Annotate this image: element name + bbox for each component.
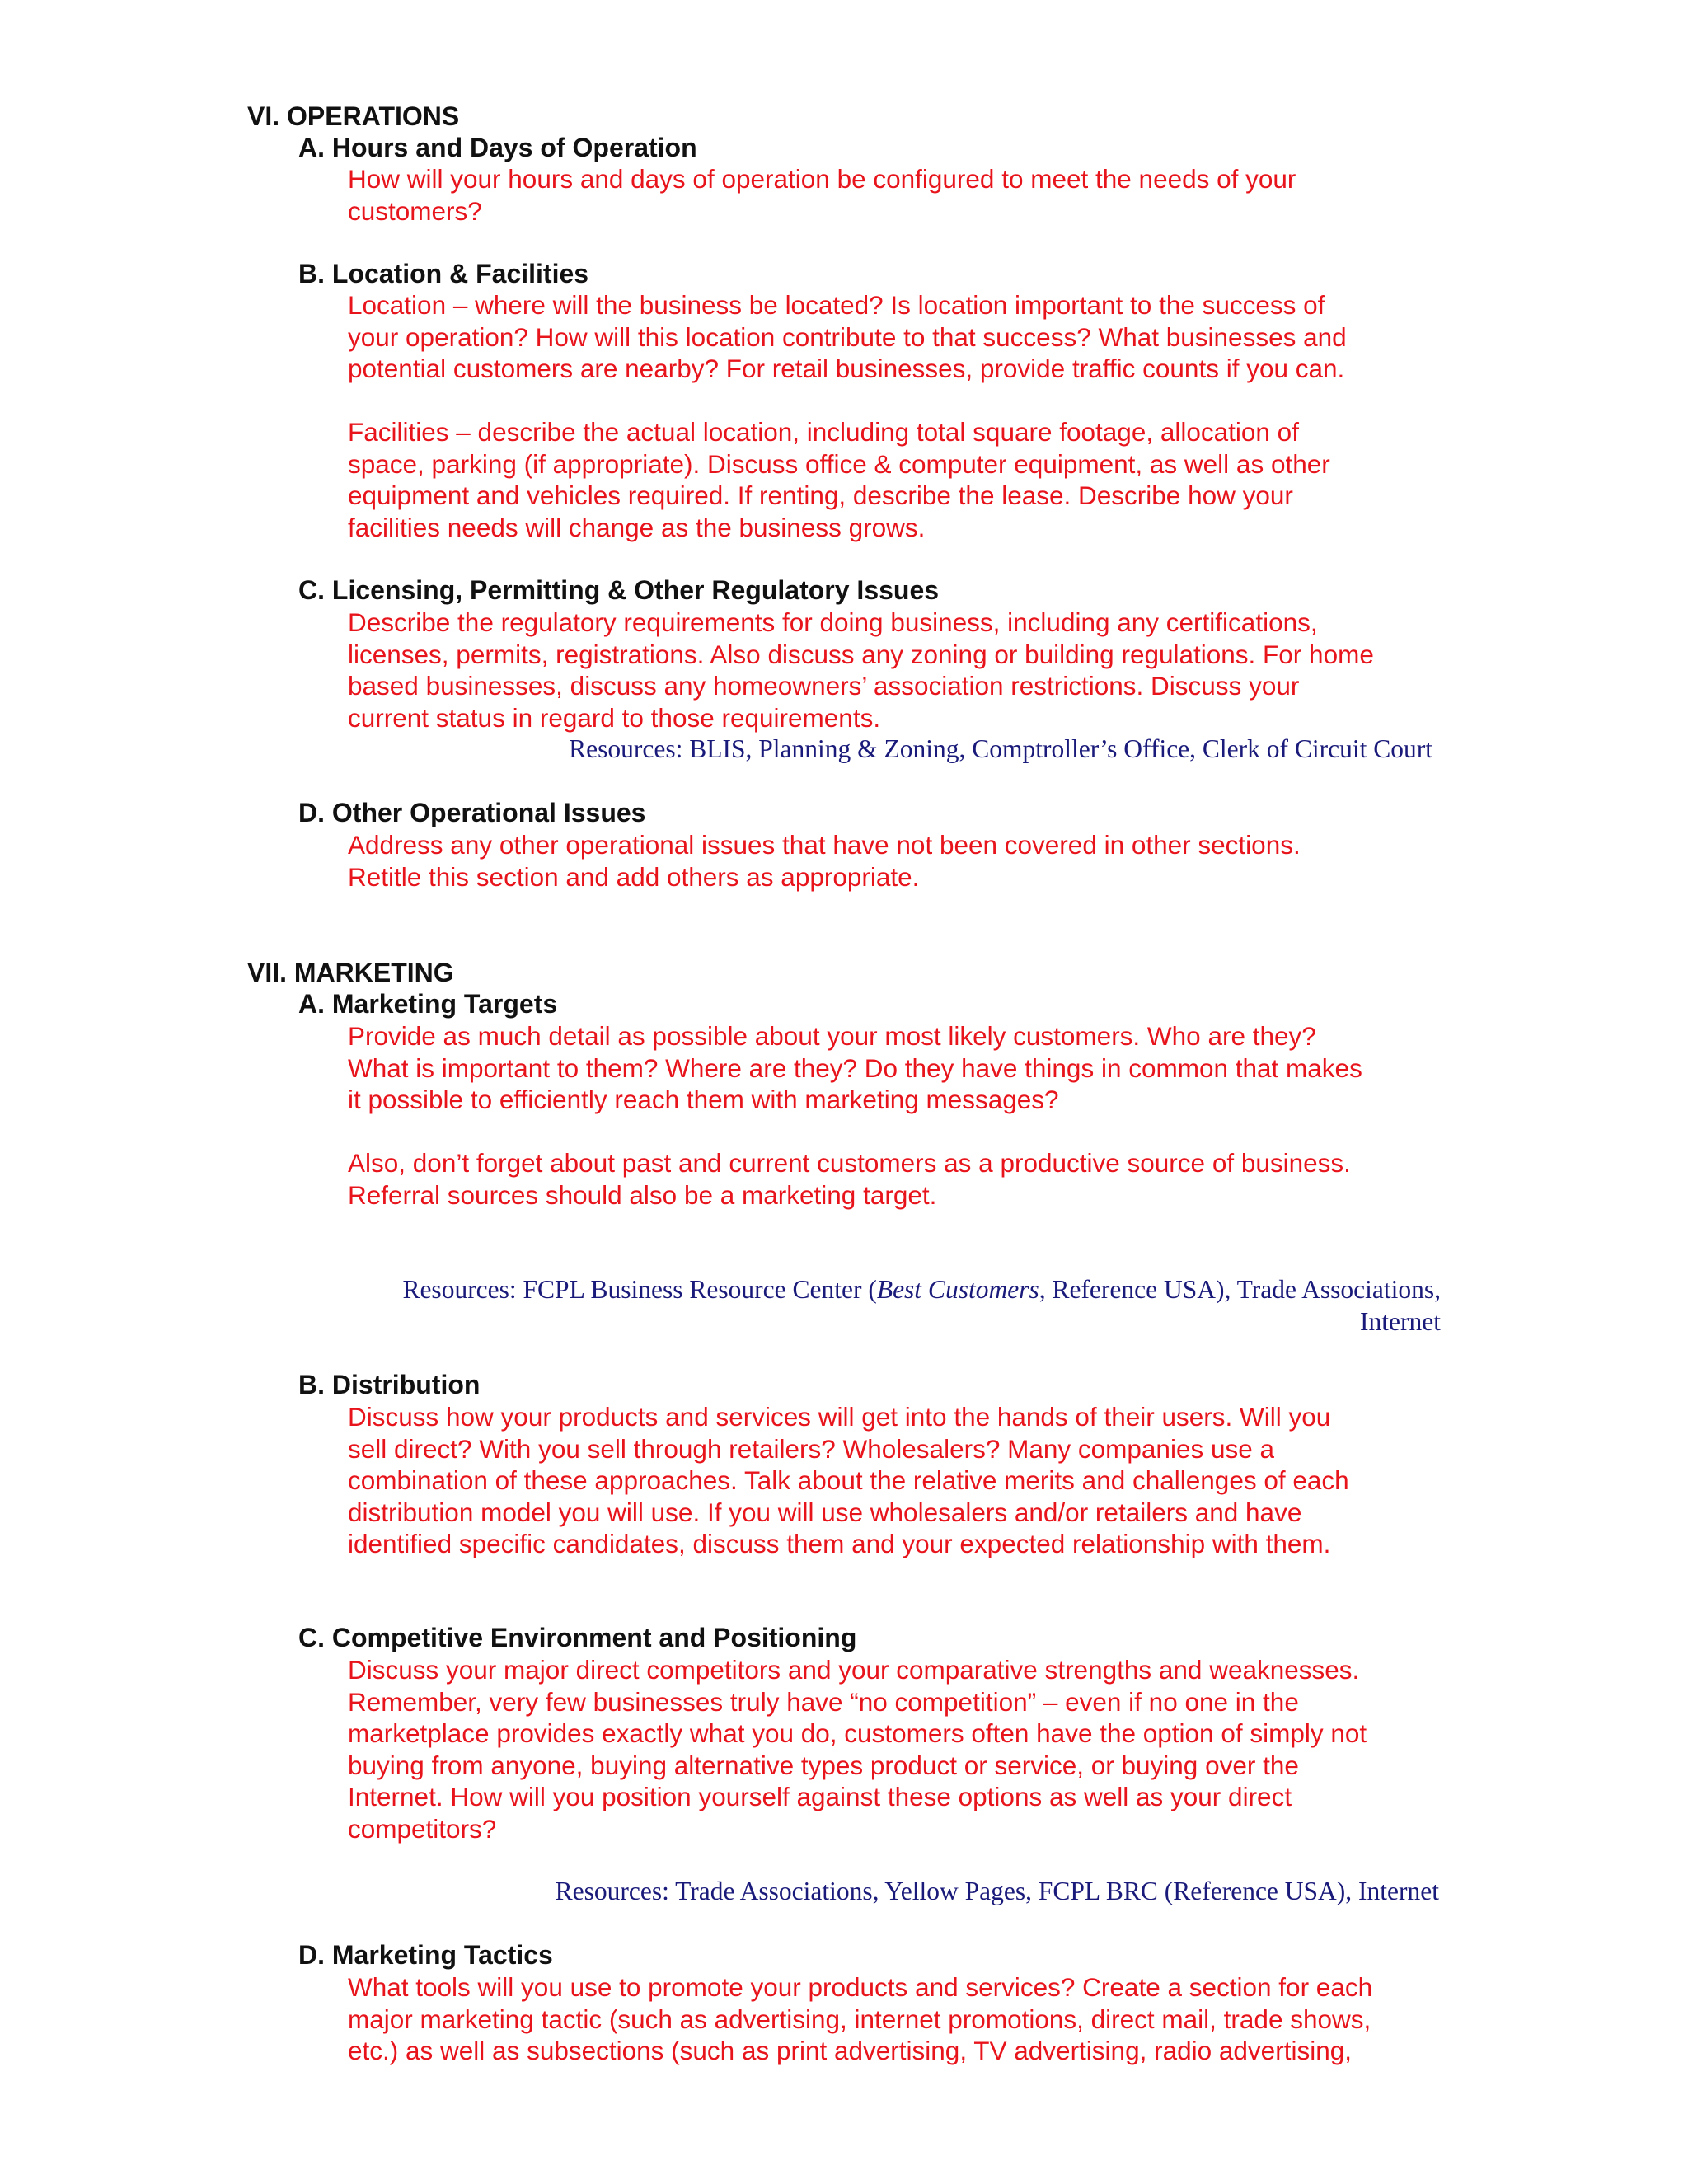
competitive-resources: Resources: Trade Associations, Yellow Pages, FCPL BRC (Reference USA), Internet bbox=[555, 1877, 1439, 1905]
facilities-text bbox=[348, 416, 1452, 543]
heading-marketing-targets: A. Marketing Targets bbox=[298, 989, 558, 1019]
text-line: How will your hours and days of operation be configured to meet the needs of your bbox=[348, 164, 1296, 194]
text-line bbox=[402, 1274, 1441, 1306]
competitive-text bbox=[348, 1654, 1452, 1845]
text-line: What tools will you use to promote your products and services? Create a section for each bbox=[348, 1972, 1373, 2002]
text-line: Discuss your major direct competitors and your comparative strengths and weaknesses. bbox=[348, 1655, 1360, 1685]
heading-location-facilities: B. Location & Facilities bbox=[298, 259, 589, 288]
text-line: buying from anyone, buying alternative types product or service, or buying over the bbox=[348, 1750, 1299, 1780]
text-line: distribution model you will use. If you will use wholesalers and/or retailers and have bbox=[348, 1497, 1302, 1527]
text-line: Provide as much detail as possible about your most likely customers. Who are they? bbox=[348, 1021, 1316, 1051]
marketing-tactics-text bbox=[348, 1971, 1452, 2067]
heading-other-operational: D. Other Operational Issues bbox=[298, 798, 646, 827]
section-title-operations: VI. OPERATIONS bbox=[247, 101, 460, 131]
text-line: Retitle this section and add others as appropriate. bbox=[348, 861, 920, 892]
text-line: space, parking (if appropriate). Discuss office & computer equipment, as well as other bbox=[348, 448, 1330, 479]
resource-text: , Reference USA), Trade Associations, bbox=[1039, 1275, 1441, 1304]
hours-days-text bbox=[348, 163, 1452, 227]
text-line: Referral sources should also be a marketing target. bbox=[348, 1179, 937, 1210]
text-line: your operation? How will this location contribute to that success? What businesses and bbox=[348, 321, 1347, 352]
licensing-resources: Resources: BLIS, Planning & Zoning, Comptroller’s Office, Clerk of Circuit Court bbox=[569, 734, 1432, 763]
text-line: sell direct? With you sell through retailers? Wholesalers? Many companies use a bbox=[348, 1433, 1275, 1464]
text-line: facilities needs will change as the business grows. bbox=[348, 512, 926, 542]
marketing-targets-text bbox=[348, 1020, 1452, 1116]
licensing-text bbox=[348, 607, 1452, 733]
heading-hours-days: A. Hours and Days of Operation bbox=[298, 133, 697, 162]
resource-text: Resources: FCPL Business Resource Center ( bbox=[402, 1275, 877, 1304]
text-line: What is important to them? Where are they? Do they have things in common that makes bbox=[348, 1052, 1362, 1083]
text-line: Facilities – describe the actual location, including total square footage, allocation of bbox=[348, 417, 1299, 447]
location-text bbox=[348, 289, 1452, 385]
text-line: identified specific candidates, discuss them and your expected relationship with them. bbox=[348, 1529, 1331, 1559]
text-line: customers? bbox=[348, 195, 482, 226]
text-line: Discuss how your products and services will get into the hands of their users. Will you bbox=[348, 1402, 1331, 1432]
heading-competitive: C. Competitive Environment and Positioning bbox=[298, 1623, 857, 1652]
text-line: based businesses, discuss any homeowners’ association restrictions. Discuss your bbox=[348, 671, 1300, 701]
marketing-targets-also-text bbox=[348, 1147, 1452, 1211]
text-line: Also, don’t forget about past and current customers as a productive source of business. bbox=[348, 1148, 1351, 1178]
heading-licensing: C. Licensing, Permitting & Other Regulatory Issues bbox=[298, 575, 940, 605]
text-line: combination of these approaches. Talk about the relative merits and challenges of each bbox=[348, 1465, 1349, 1496]
section-title-marketing: VII. MARKETING bbox=[247, 958, 454, 987]
text-line: licenses, permits, registrations. Also discuss any zoning or building regulations. For home bbox=[348, 639, 1374, 669]
text-line: Remember, very few businesses truly have “no competition” – even if no one in the bbox=[348, 1686, 1299, 1717]
text-line: it possible to efficiently reach them with marketing messages? bbox=[348, 1085, 1059, 1115]
text-line: Internet. How will you position yourself against these options as well as your direct bbox=[348, 1782, 1292, 1812]
text-line: major marketing tactic (such as advertising, internet promotions, direct mail, trade shows, bbox=[348, 2004, 1372, 2034]
text-line: current status in regard to those requirements. bbox=[348, 702, 881, 733]
text-line: potential customers are nearby? For retail businesses, provide traffic counts if you can. bbox=[348, 354, 1345, 384]
text-line: marketplace provides exactly what you do, customers often have the option of simply not bbox=[348, 1718, 1367, 1749]
text-line: etc.) as well as subsections (such as print advertising, TV advertising, radio advertising, bbox=[348, 2036, 1352, 2066]
heading-distribution: B. Distribution bbox=[298, 1370, 481, 1399]
heading-marketing-tactics: D. Marketing Tactics bbox=[298, 1940, 553, 1970]
text-line: Address any other operational issues that have not been covered in other sections. bbox=[348, 830, 1301, 860]
text-line: competitors? bbox=[348, 1813, 497, 1844]
text-line: Internet bbox=[1360, 1306, 1441, 1336]
text-line: Describe the regulatory requirements for doing business, including any certifications, bbox=[348, 607, 1318, 637]
resource-italic-text: Best Customers bbox=[876, 1275, 1039, 1304]
other-operational-text bbox=[348, 829, 1452, 893]
distribution-text bbox=[348, 1401, 1452, 1560]
text-line: equipment and vehicles required. If renting, describe the lease. Describe how your bbox=[348, 480, 1293, 511]
text-line: Location – where will the business be located? Is location important to the success of bbox=[348, 290, 1325, 320]
marketing-targets-resources bbox=[402, 1274, 1441, 1338]
